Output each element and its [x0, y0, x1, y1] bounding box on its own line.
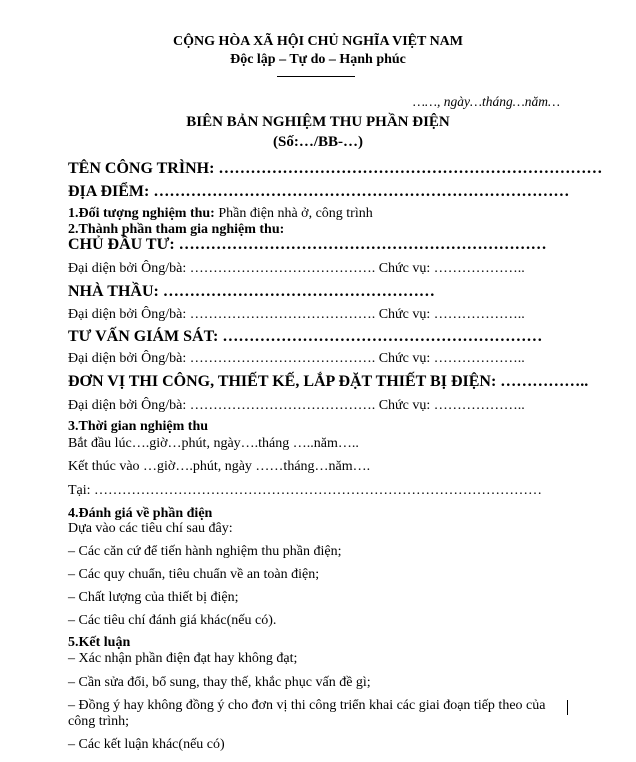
- document-number: (Số:…/BB-…): [273, 134, 363, 150]
- installer-field: ĐƠN VỊ THI CÔNG, THIẾT KẾ, LẮP ĐẶT THIẾT BỊ ĐIỆN: ……………..: [68, 373, 589, 390]
- section-1-value: Phần điện nhà ở, công trình: [214, 206, 373, 221]
- conclusion-item: – Đồng ý hay không đồng ý cho đơn vị thi công triển khai các giai đoạn tiếp theo của: [68, 698, 546, 713]
- contractor-representative: Đại diện bởi Ông/bà: …………………………………. Chức vụ: ………………..: [68, 307, 525, 322]
- conclusion-item: – Các kết luận khác(nếu có): [68, 737, 225, 752]
- inspection-place: Tại: ……………………………………………………………………………………: [68, 483, 543, 498]
- section-2-heading: 2.Thành phần tham gia nghiệm thu:: [68, 222, 285, 237]
- section-5-heading: 5.Kết luận: [68, 635, 131, 650]
- supervisor-field: TƯ VẤN GIÁM SÁT: ……………………………………………………: [68, 328, 543, 345]
- project-name-field: TÊN CÔNG TRÌNH: ………………………………………………………………: [68, 160, 603, 177]
- section-3-heading: 3.Thời gian nghiệm thu: [68, 419, 209, 434]
- conclusion-item: – Xác nhận phần điện đạt hay không đạt;: [68, 651, 298, 666]
- contractor-field: NHÀ THẦU: ……………………………………………: [68, 283, 435, 300]
- criteria-item: – Các căn cứ để tiến hành nghiệm thu phần điện;: [68, 544, 342, 559]
- date-line: ……, ngày…tháng…năm…: [412, 94, 560, 109]
- installer-representative: Đại diện bởi Ông/bà: …………………………………. Chức vụ: ………………..: [68, 398, 525, 413]
- conclusion-item-continuation: công trình;: [68, 714, 130, 729]
- investor-field: CHỦ ĐẦU TƯ: ……………………………………………………………: [68, 236, 547, 253]
- criteria-item: – Chất lượng của thiết bị điện;: [68, 590, 239, 605]
- investor-representative: Đại diện bởi Ông/bà: …………………………………. Chức vụ: ………………..: [68, 261, 525, 276]
- supervisor-representative: Đại diện bởi Ông/bà: …………………………………. Chức vụ: ………………..: [68, 351, 525, 366]
- section-4-intro: Dựa vào các tiêu chí sau đây:: [68, 521, 233, 536]
- document-title: BIÊN BẢN NGHIỆM THU PHẦN ĐIỆN: [186, 114, 450, 130]
- header-divider: [277, 76, 355, 77]
- section-4-heading: 4.Đánh giá về phần điện: [68, 506, 213, 521]
- location-field: ĐỊA ĐIỂM: ……………………………………………………………………: [68, 183, 570, 200]
- nation-heading: CỘNG HÒA XÃ HỘI CHỦ NGHĨA VIỆT NAM: [172, 34, 463, 49]
- section-1-label: 1.Đối tượng nghiệm thu:: [68, 206, 215, 221]
- criteria-item: – Các tiêu chí đánh giá khác(nếu có).: [68, 613, 277, 628]
- criteria-item: – Các quy chuẩn, tiêu chuẩn về an toàn điện;: [68, 567, 320, 582]
- motto: Độc lập – Tự do – Hạnh phúc: [230, 52, 406, 67]
- end-time: Kết thúc vào …giờ….phút, ngày ……tháng…năm….: [68, 459, 371, 474]
- section-1: [68, 206, 373, 222]
- text-cursor: [567, 700, 568, 715]
- start-time: Bắt đầu lúc….giờ…phút, ngày….tháng …..năm…..: [68, 436, 359, 451]
- conclusion-item: – Cần sửa đổi, bổ sung, thay thế, khắc phục vấn đề gì;: [68, 675, 371, 690]
